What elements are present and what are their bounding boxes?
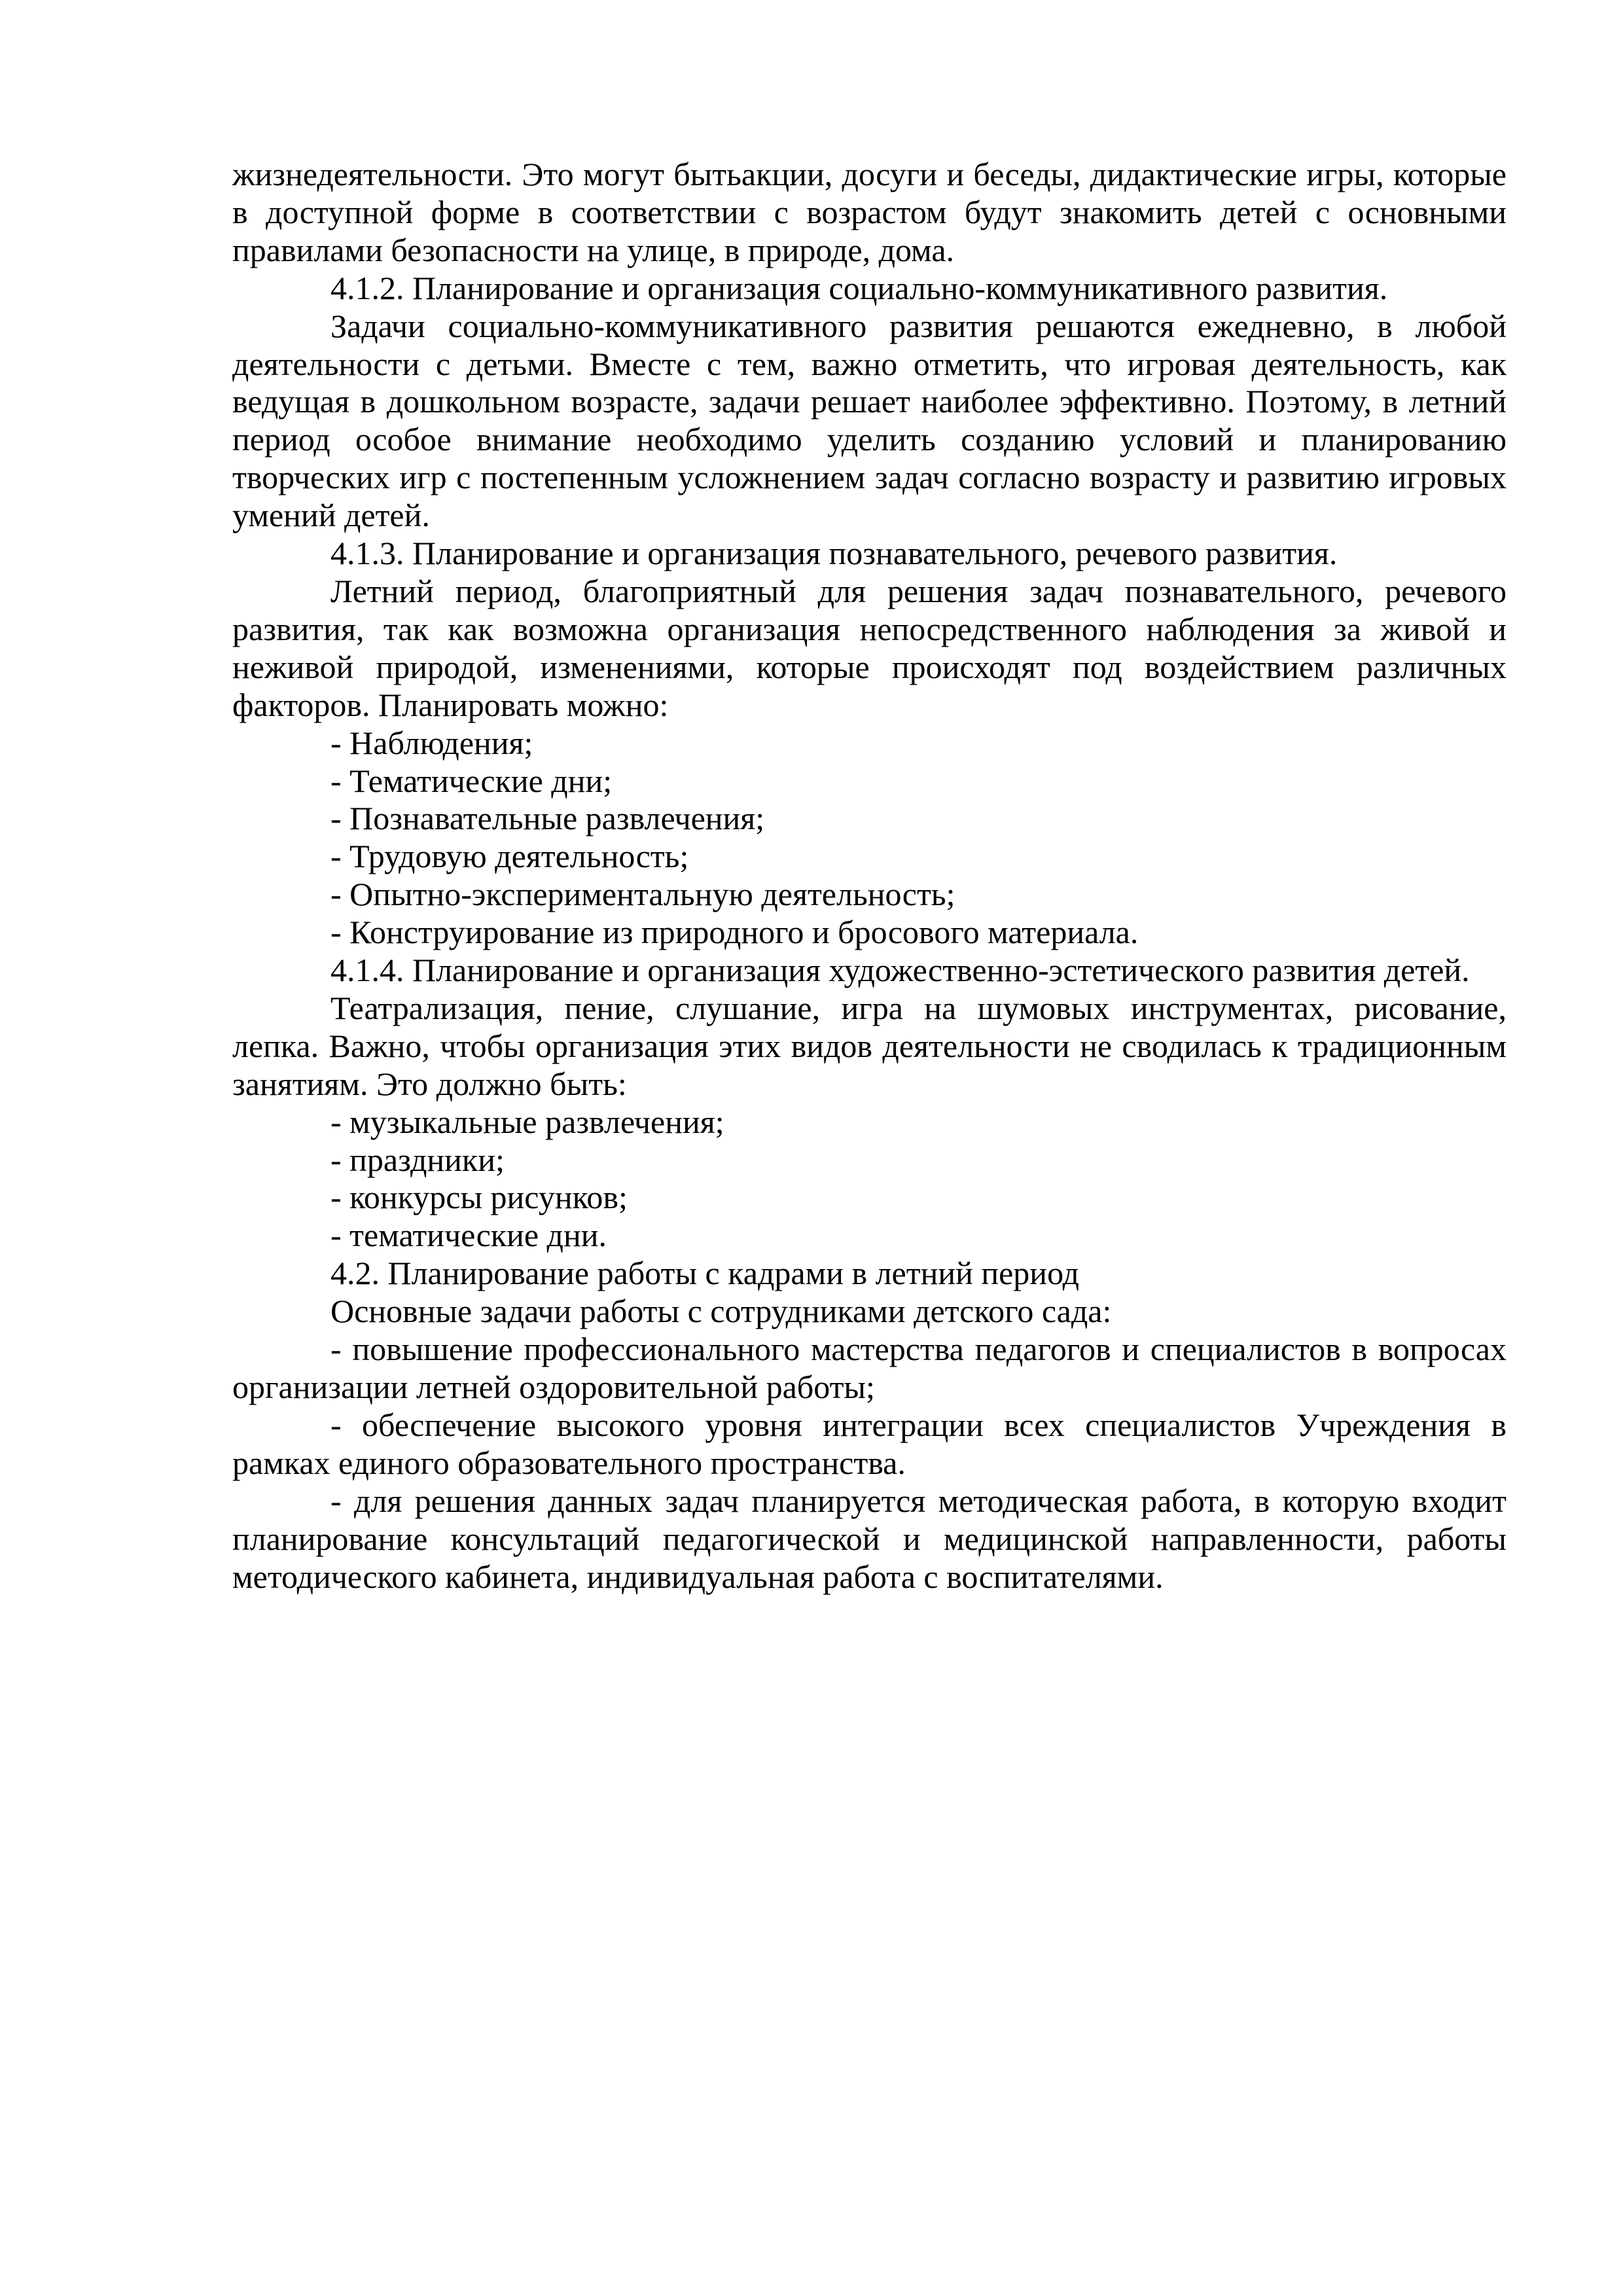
staff-intro: Основные задачи работы с сотрудниками детского сада: [330, 1293, 1112, 1330]
list-item: - Познавательные развлечения; [330, 800, 765, 837]
list-item: - Опытно-экспериментальную деятельность; [330, 876, 955, 913]
list-item: - музыкальные развлечения; [330, 1103, 724, 1140]
paragraph-art-aesthetic: Театрализация, пение, слушание, игра на шумовых инструментах, рисование, лепка. Важно, чтобы организация этих видов деятельности не сводилась к традиционным занятиям. Это должно быть: [232, 989, 1507, 1102]
list-item: - праздники; [330, 1141, 505, 1178]
list-staff-tasks [232, 1331, 1507, 1596]
list-cognitive [232, 725, 1507, 952]
staff-task-item: - повышение профессионального мастерства педагогов и специалистов в вопросах организации летней оздоровительной работы; [232, 1331, 1507, 1405]
list-item: - конкурсы рисунков; [330, 1179, 628, 1216]
staff-task-item: - обеспечение высокого уровня интеграции всех специалистов Учреждения в рамках единого образовательного пространства. [232, 1406, 1507, 1481]
list-item: - тематические дни. [330, 1217, 607, 1254]
heading-cognitive-speech: 4.1.3. Планирование и организация познавательного, речевого развития. [330, 535, 1338, 572]
heading-social-communicative: 4.1.2. Планирование и организация социально-коммуникативного развития. [330, 269, 1388, 306]
paragraph-safety-continuation: жизнедеятельности. Это могут бытьакции, досуги и беседы, дидактические игры, которые в доступной форме в соответствии с возрастом будут знакомить детей с основными правилами безопасности на улице, в природе, дома. [232, 156, 1507, 268]
document-page [232, 156, 1507, 1596]
list-item: - Конструирование из природного и бросового материала. [330, 914, 1139, 951]
list-item: - Наблюдения; [330, 724, 533, 761]
heading-art-aesthetic: 4.1.4. Планирование и организация художественно-эстетического развития детей. [330, 952, 1470, 989]
paragraph-social-communicative: Задачи социально-коммуникативного развития решаются ежедневно, в любой деятельности с детьми. Вместе с тем, важно отметить, что игровая деятельность, как ведущая в дошкольном возрасте, задачи решает наиболее эффективно. Поэтому, в летний период особое внимание необходимо уделить созданию условий и планированию творческих игр с постепенным усложнением задач согласно возрасту и развитию игровых умений детей. [232, 307, 1507, 534]
heading-staff-planning: 4.2. Планирование работы с кадрами в летний период [330, 1255, 1080, 1292]
staff-task-item: - для решения данных задач планируется методическая работа, в которую входит планирование консультаций педагогической и медицинской направленности, работы методического кабинета, индивидуальная работа с воспитателями. [232, 1482, 1507, 1595]
paragraph-cognitive-speech: Летний период, благоприятный для решения задач познавательного, речевого развития, так как возможна организация непосредственного наблюдения за живой и неживой природой, изменениями, которые происходят под воздействием различных факторов. Планировать можно: [232, 572, 1507, 723]
list-art [232, 1103, 1507, 1255]
list-item: - Трудовую деятельность; [330, 838, 689, 875]
list-item: - Тематические дни; [330, 762, 613, 799]
